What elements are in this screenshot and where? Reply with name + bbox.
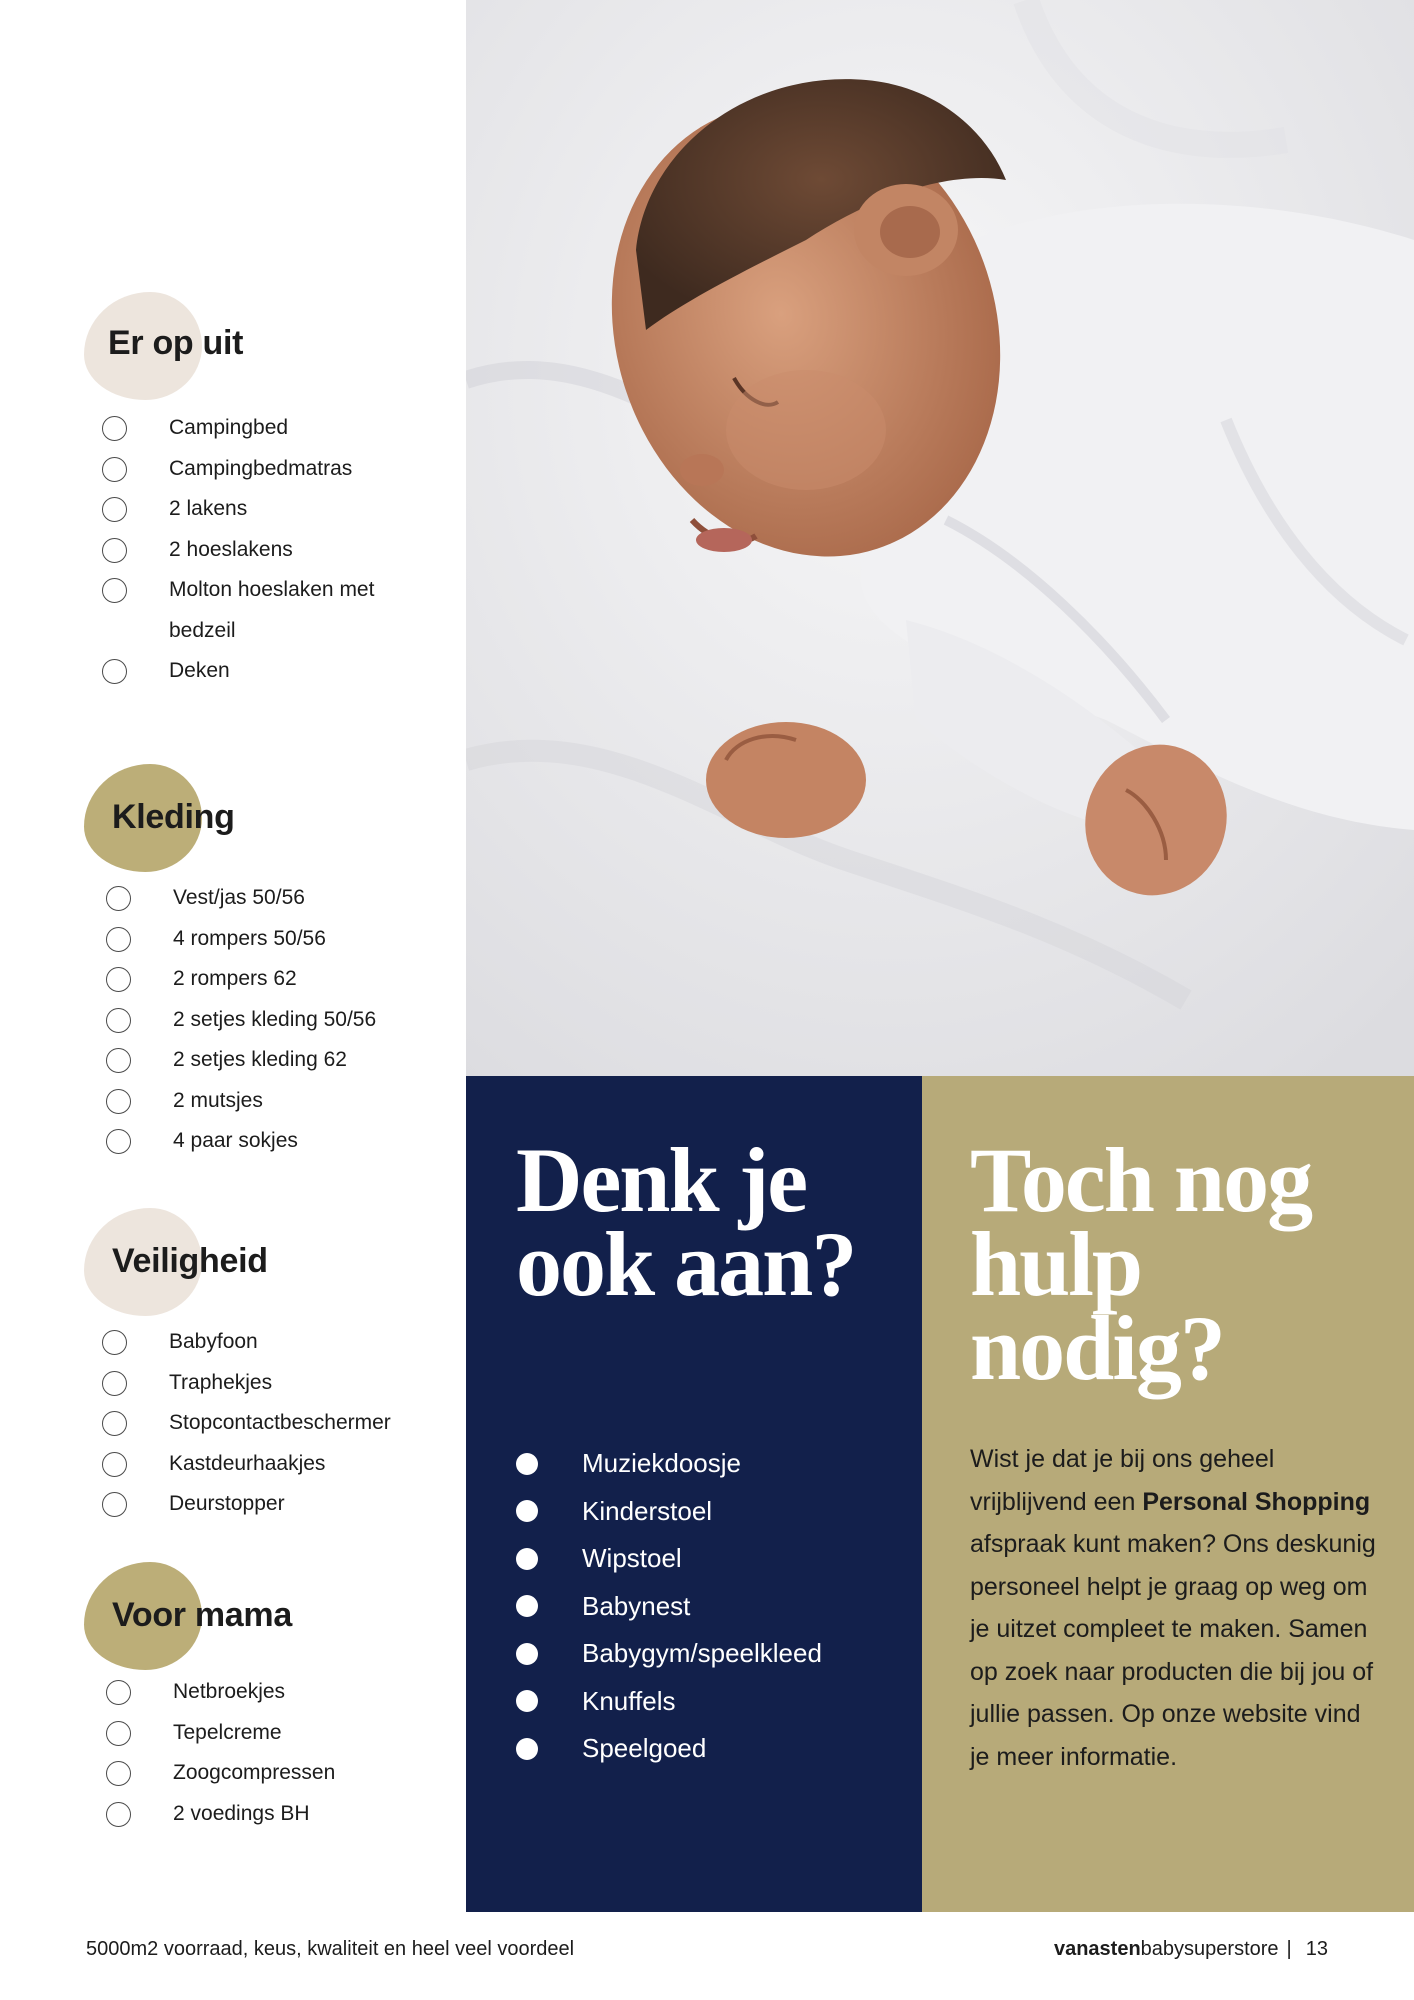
help-text-part: Wist je dat je bij ons geheel vrijblijvend een: [970, 1445, 1275, 1516]
checkbox[interactable]: [106, 1680, 131, 1705]
checkbox[interactable]: [102, 1371, 127, 1396]
list-item: [516, 1535, 822, 1583]
item-label: 2 rompers 62: [173, 967, 297, 990]
item-label: Campingbed: [169, 416, 289, 439]
item-label: Campingbedmatras: [169, 456, 353, 480]
panel-heading: Toch nog hulp nodig?: [970, 1129, 1312, 1399]
checkbox[interactable]: [106, 1721, 131, 1746]
personal-shopping-highlight: Personal Shopping: [1142, 1487, 1371, 1516]
checkbox[interactable]: [106, 1802, 131, 1827]
item-label: Molton hoeslaken met bedzeil: [169, 578, 375, 642]
checkbox[interactable]: [102, 659, 127, 684]
help-text-part: afspraak kunt maken? Ons deskunig personeel helpt je graag op weg om je uitzet compleet te maken. Samen op zoek naar producten die bij jou of jullie passen. Op onze website vind je meer informatie.: [970, 1530, 1376, 1771]
checkbox[interactable]: [102, 457, 127, 482]
footer-tagline: 5000m2 voorraad, keus, kwaliteit en heel veel voordeel: [86, 1938, 575, 1960]
panel-heading: Denk je ook aan?: [516, 1129, 856, 1315]
list-item: [516, 1678, 822, 1726]
section-er-op-uit: [0, 292, 466, 686]
item-label: Knuffels: [582, 1685, 676, 1716]
bullet-icon: [516, 1738, 538, 1760]
help-panel: [922, 1076, 1414, 1912]
checkbox[interactable]: [106, 1129, 131, 1154]
checkbox[interactable]: [102, 1492, 127, 1517]
page-number: 13: [1305, 1938, 1328, 1960]
item-label: Wipstoel: [582, 1543, 682, 1574]
section-title: Veiligheid: [112, 1242, 268, 1280]
item-label: 2 voedings BH: [173, 1801, 310, 1825]
bullet-icon: [516, 1690, 538, 1712]
list-item: [516, 1583, 822, 1631]
checkbox[interactable]: [106, 1761, 131, 1786]
item-label: Babyfoon: [169, 1330, 258, 1353]
item-label: 2 hoeslakens: [169, 537, 293, 561]
section-kleding: [0, 764, 466, 1158]
item-label: 2 setjes kleding 50/56: [173, 1007, 377, 1031]
item-label: Tepelcreme: [173, 1720, 282, 1744]
list-item: [516, 1440, 822, 1488]
bullet-icon: [516, 1453, 538, 1475]
brand-name-rest: babysuperstore: [1140, 1938, 1279, 1960]
list-item: [516, 1488, 822, 1536]
item-label: Kastdeurhaakjes: [169, 1451, 326, 1475]
list-item: [516, 1725, 822, 1773]
checkbox[interactable]: [106, 967, 131, 992]
checkbox[interactable]: [106, 1008, 131, 1033]
checkbox[interactable]: [102, 578, 127, 603]
checkbox[interactable]: [102, 538, 127, 563]
item-label: Netbroekjes: [173, 1680, 286, 1703]
help-text: [970, 1438, 1380, 1778]
item-label: Kinderstoel: [582, 1495, 713, 1526]
bullet-icon: [516, 1548, 538, 1570]
item-label: Babynest: [582, 1590, 691, 1621]
item-label: 4 paar sokjes: [173, 1129, 298, 1152]
bullet-icon: [516, 1643, 538, 1665]
section-header: [0, 764, 466, 874]
checkbox[interactable]: [106, 927, 131, 952]
checklist-column: [0, 0, 466, 1900]
checkbox[interactable]: [102, 1452, 127, 1477]
checkbox[interactable]: [102, 1330, 127, 1355]
section-header: [0, 292, 466, 402]
item-label: Muziekdoosje: [582, 1448, 741, 1479]
reminder-list: [516, 1440, 822, 1773]
item-label: 2 lakens: [169, 497, 248, 520]
checkbox[interactable]: [102, 416, 127, 441]
item-label: 2 setjes kleding 62: [173, 1048, 347, 1071]
section-title: Er op uit: [108, 324, 244, 362]
section-title: Kleding: [112, 798, 235, 836]
section-voor-mama: [0, 1562, 466, 1834]
section-title: Voor mama: [112, 1596, 292, 1634]
brand-name-bold: vanasten: [1053, 1938, 1141, 1960]
item-label: Vest/jas 50/56: [173, 886, 305, 909]
checkbox[interactable]: [106, 1048, 131, 1073]
item-label: Traphekjes: [169, 1370, 273, 1394]
item-label: Speelgoed: [582, 1733, 707, 1764]
item-label: Deurstopper: [169, 1492, 285, 1515]
checkbox[interactable]: [106, 886, 131, 911]
bullet-icon: [516, 1500, 538, 1522]
footer-brand: [1054, 1938, 1328, 1961]
bullet-icon: [516, 1595, 538, 1617]
footer-separator: |: [1286, 1938, 1292, 1960]
item-label: Deken: [169, 659, 230, 682]
item-label: Babygym/speelkleed: [582, 1638, 822, 1669]
baby-illustration: [466, 0, 1414, 1076]
list-item: [516, 1630, 822, 1678]
section-veiligheid: [0, 1208, 466, 1521]
checkbox[interactable]: [102, 1411, 127, 1436]
sleeping-baby-photo: [466, 0, 1414, 1076]
section-header: [0, 1208, 466, 1318]
item-label: 2 mutsjes: [173, 1088, 263, 1112]
item-label: 4 rompers 50/56: [173, 926, 326, 950]
checkbox[interactable]: [106, 1089, 131, 1114]
checkbox[interactable]: [102, 497, 127, 522]
section-header: [0, 1562, 466, 1672]
reminder-panel: [466, 1076, 922, 1912]
item-label: Stopcontactbeschermer: [169, 1411, 391, 1434]
item-label: Zoogcompressen: [173, 1761, 336, 1784]
